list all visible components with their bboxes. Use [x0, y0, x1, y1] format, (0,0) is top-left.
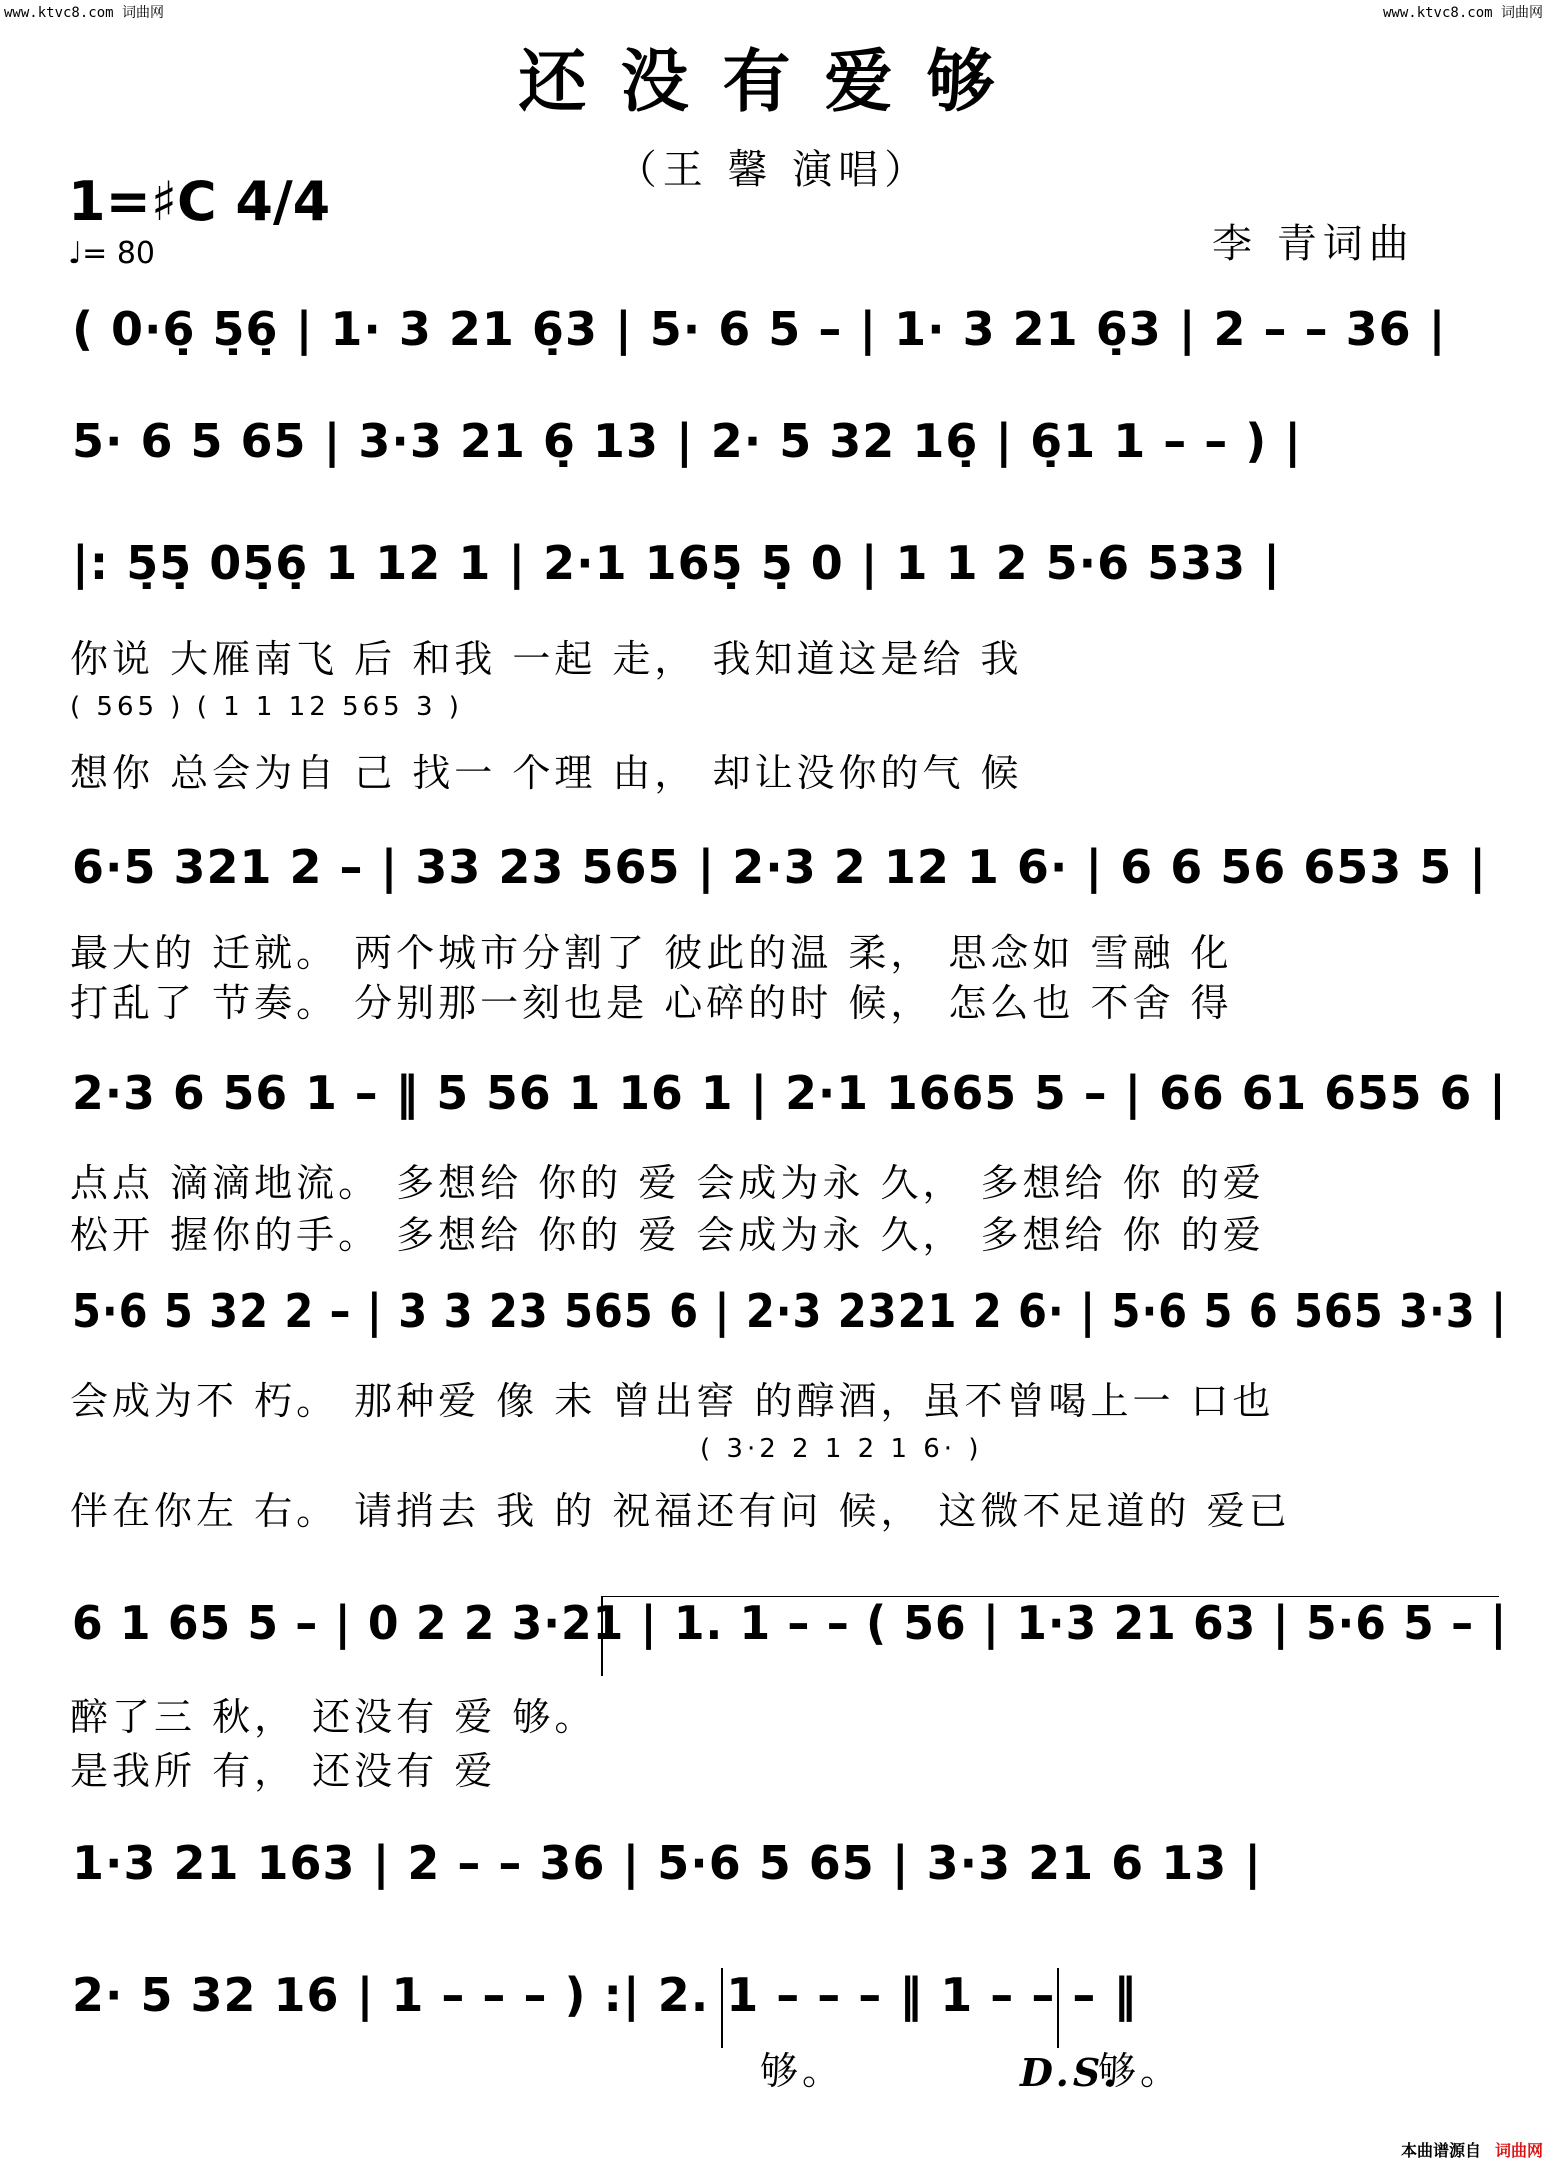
notation-line: 2·3 6 56 1 – ‖ 5 56 1 16 1 | 2·1 1665 5 – | 66 61 655 6 | [72, 1066, 1507, 1120]
notation-line: ( 0·6̣ 5̣6̣ | 1· 3 21 6̣3 | 5· 6 5 – | 1· 3 21 6̣3 | 2 – – 36 | [72, 302, 1447, 356]
footer-brand[interactable]: 词曲网 [1494, 2141, 1543, 2160]
score-line-7 [62, 1596, 1508, 1680]
lyric-line: 够。 [1098, 2049, 1183, 2093]
singer-credit: （王 馨 演唱） [616, 147, 931, 193]
notation-line: 5· 6 5 65 | 3·3 21 6̣ 13 | 2· 5 32 16̣ | 6̣1 1 – – ) | [72, 414, 1303, 468]
lyric-line: 醉了三 秋， 还没有 爱 够。 [70, 1695, 597, 1739]
notation-line: 6 1 65 5 – | 0 2 2 3·21 | 1. 1 – – ( 56 | 1·3 21 63 | 5·6 5 – | [72, 1596, 1508, 1650]
site-url-left[interactable]: www.ktvc8.com 词曲网 [4, 5, 165, 21]
footer-source: 本曲谱源自 [1400, 2141, 1481, 2160]
score-line-1 [62, 302, 1499, 386]
lyric-line: 想你 总会为自 己 找一 个理 由， 却让没你的气 候 [70, 751, 1023, 795]
composer-credit: 李 青词曲 [1212, 221, 1415, 267]
lyric-line: 打乱了 节奏。 分别那一刻也是 心碎的时 候， 怎么也 不舍 得 [70, 981, 1233, 1025]
key-signature: 1=♯C 4/4 [68, 170, 331, 233]
score-line-6 [62, 1284, 1508, 1368]
score-line-3 [62, 536, 1499, 620]
notation-line: 5·6 5 32 2 – | 3 3 23 565 6 | 2·3 2321 2 6· | 5·6 5 6 565 3·3 | [72, 1284, 1508, 1338]
notation-line: 2· 5 32 16 | 1 – – – ) :| 2. 1 – – – ‖ 1 – – – ‖ [72, 1968, 1138, 2022]
notation-line: 6·5 321 2 – | 33 23 565 | 2·3 2 12 1 6· | 6 6 56 653 5 | [72, 840, 1488, 894]
lyric-alt-notes: ( 3·2 2 1 2 1 6· ) [700, 1434, 983, 1464]
score-line-8 [62, 1836, 1499, 1920]
footer-credit [1401, 2138, 1543, 2161]
song-title: 还没有爱够 [518, 42, 1029, 122]
lyric-line: 最大的 迁就。 两个城市分割了 彼此的温 柔， 思念如 雪融 化 [70, 931, 1233, 975]
lyric-line: 松开 握你的手。 多想给 你的 爱 会成为永 久， 多想给 你 的爱 [70, 1213, 1265, 1257]
lyric-line: 点点 滴滴地流。 多想给 你的 爱 会成为永 久， 多想给 你 的爱 [70, 1161, 1265, 1205]
notation-line: 1·3 21 163 | 2 – – 36 | 5·6 5 65 | 3·3 21 6 13 | [72, 1836, 1263, 1890]
lyric-alt-notes: ( 565 ) ( 1 1 12 565 3 ) [70, 692, 463, 722]
site-url-right[interactable]: www.ktvc8.com 词曲网 [1382, 5, 1543, 21]
score-line-2 [62, 414, 1499, 498]
dal-segno-marking: D.S. [1020, 2050, 1121, 2095]
lyric-line: 是我所 有， 还没有 爱 [70, 1749, 497, 1793]
lyric-line: 你说 大雁南飞 后 和我 一起 走， 我知道这是给 我 [70, 637, 1023, 681]
lyric-line: 够。 [760, 2049, 845, 2093]
notation-line: |: 5̣5̣ 05̣6̣ 1 12 1 | 2·1 165̣ 5̣ 0 | 1 1 2 5·6 533 | [72, 536, 1281, 590]
tempo-marking: ♩= 80 [68, 236, 155, 271]
score-line-5 [62, 1066, 1507, 1150]
score-line-4 [62, 840, 1499, 924]
lyric-line: 会成为不 朽。 那种爱 像 未 曾出窖 的醇酒，虽不曾喝上一 口也 [70, 1379, 1275, 1423]
lyric-line: 伴在你左 右。 请捎去 我 的 祝福还有问 候， 这微不足道的 爱已 [70, 1489, 1291, 1533]
